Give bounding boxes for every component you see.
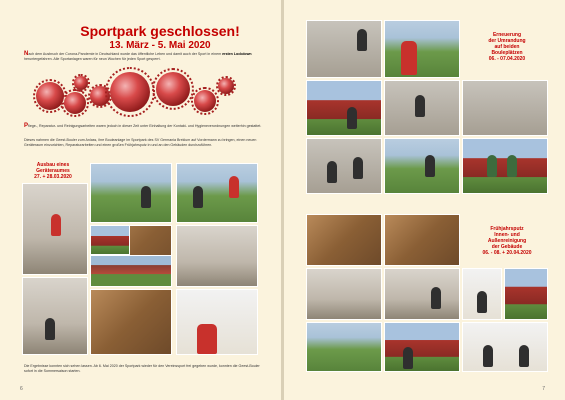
person-figure (197, 324, 217, 354)
person-figure (357, 29, 367, 51)
photo-floor-cleaning (384, 268, 460, 320)
intro-bold: ersten Lockdown (222, 52, 252, 56)
caption-line: 06. - 07.04.2020 (488, 56, 526, 62)
photo-vacuuming (306, 268, 382, 320)
caption-line: Innen- und (494, 232, 520, 238)
photo-border-worker (384, 20, 460, 78)
photo-building-exterior (504, 268, 548, 320)
person-figure (403, 347, 413, 369)
photo-terrace-chairs (306, 322, 382, 372)
virus-illustration (36, 82, 64, 110)
page-subtitle: 13. März - 5. Mai 2020 (109, 40, 211, 51)
person-figure (431, 287, 441, 309)
photo-border-digging (306, 20, 382, 78)
page-number: 7 (542, 386, 545, 392)
virus-illustration (64, 92, 86, 114)
photo-leveling (384, 138, 460, 194)
club-paragraph: Dieses nahmen die Geest-Bouler zum Anlass, ihre Bouleanlage im Sportpark des SV Germania Breklum auf Vordermann zu bringen, einen neuen Geräteraum einzurichten, Reparaturarbeiten und einen großen Frühjahrsputz in und an den Gebäuden durchzuführen. (24, 138, 257, 147)
caption-line: Außenreinigung (487, 238, 527, 244)
caption-line: Frühjahrsputz (490, 226, 524, 232)
person-figure (229, 176, 239, 198)
care-dropcap: P (24, 123, 29, 129)
caption-line: Erneuerung (492, 32, 522, 38)
section-caption-cleaning (462, 226, 552, 256)
person-figure (353, 157, 363, 179)
caption-line: Bouleplätzen (491, 50, 523, 56)
person-figure (483, 345, 493, 367)
photo-border-boards (384, 80, 460, 136)
person-figure (327, 161, 337, 183)
person-figure (415, 95, 425, 117)
person-figure (425, 155, 435, 177)
page-number: 6 (20, 386, 23, 392)
section-caption-border (462, 32, 552, 62)
intro-paragraph (24, 52, 264, 61)
caption-line: Geräteraumes (36, 168, 70, 174)
care-text: flege-, Reparatur- und Reinigungsarbeiten waren jedoch in dieser Zeit unter Einhaltung der Kontakt- und Hygieneverordnungen weiterhin gestattet. (28, 124, 262, 128)
person-figure (193, 186, 203, 208)
intro-dropcap: N (24, 51, 29, 57)
virus-illustration (194, 90, 216, 112)
person-figure (45, 318, 55, 340)
photo-shelving (90, 289, 172, 355)
virus-illustration (156, 72, 190, 106)
person-figure (51, 214, 61, 236)
virus-illustration (218, 78, 234, 94)
caption-line: 06. - 08. + 20.04.2020 (482, 250, 532, 256)
photo-interior-wood (306, 214, 382, 266)
photo-clubhouse (306, 80, 382, 136)
person-figure (401, 41, 417, 75)
photo-interior-bar (384, 214, 460, 266)
photo-team-outside (462, 138, 548, 194)
photo-hut-exterior (90, 225, 130, 255)
person-figure (477, 291, 487, 313)
person-figure (507, 155, 517, 177)
caption-line: auf beiden (494, 44, 520, 50)
photo-storage-shelves (22, 183, 88, 275)
right-page (284, 0, 565, 400)
intro-text-2: heruntergefahren. Alle Sportanlagen waren für neun Wochen für jeden Sport gesperrt. (24, 56, 161, 61)
page-title: Sportpark geschlossen! (80, 23, 240, 39)
closing-paragraph: Die Ergebnisse konnten sich sehen lassen. Ab 6. Mai 2020 der Sportpark wieder für den Vereinssport frei gegeben wurde, konnten die Geest-Bouler sofort in die Sommersaison starten. (24, 364, 260, 373)
care-paragraph (24, 124, 264, 129)
photo-court-work (306, 138, 382, 194)
intro-text-1: ach dem Ausbruch der Corona-Pandemie in Deutschland wurde das öffentliche Leben und damit auch der Sport in einem (28, 52, 223, 56)
caption-line: 27. + 28.03.2020 (34, 174, 72, 180)
photo-storage-room (22, 277, 88, 355)
photo-storage-detail (176, 225, 258, 287)
person-figure (487, 155, 497, 177)
photo-sawing (176, 163, 258, 223)
left-page (0, 0, 281, 400)
photo-boule-court (462, 80, 548, 136)
person-figure (519, 345, 529, 367)
photo-window-cleaning (462, 268, 502, 320)
photo-track (90, 255, 172, 287)
caption-line: der Gebäude (491, 244, 523, 250)
photo-workbench (90, 163, 172, 223)
person-figure (141, 186, 151, 208)
photo-finished-room (176, 289, 258, 355)
section-caption-storage (20, 162, 86, 180)
virus-illustration (74, 76, 88, 90)
photo-clubhouse-front (462, 322, 548, 372)
photo-cleaning-outside (384, 322, 460, 372)
person-figure (347, 107, 357, 129)
caption-line: der Umrandung (488, 38, 526, 44)
virus-illustration (110, 72, 150, 112)
caption-line: Ausbau eines (36, 162, 70, 168)
